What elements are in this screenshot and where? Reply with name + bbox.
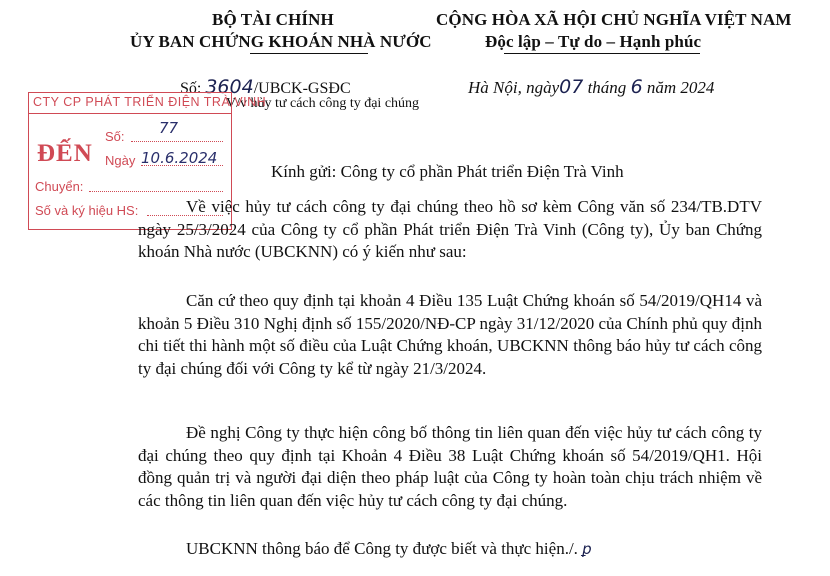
- body-paragraph-1: Về việc hủy tư cách công ty đại chúng theo hồ sơ kèm Công văn số 234/TB.DTV ngày 25/3/2024 của Công ty cổ phần Phát triển Điện Trà Vinh (Công ty), Ủy ban Chứng khoán Nhà nước (UBCKNN) có ý kiến như sau:: [138, 197, 762, 261]
- stamp-chuyen-label: Chuyển:: [35, 179, 84, 194]
- month-label: tháng: [587, 78, 627, 97]
- stamp-company: CTY CP PHÁT TRIỂN ĐIỆN TRÀ VINH: [33, 95, 267, 109]
- agency-underline: [250, 53, 368, 54]
- agency-ministry: BỘ TÀI CHÍNH: [212, 10, 334, 29]
- closing-text: UBCKNN thông báo để Công ty được biết và thực hiện./.: [186, 539, 578, 558]
- stamp-title: ĐẾN: [37, 140, 93, 167]
- national-title: CỘNG HÒA XÃ HỘI CHỦ NGHĨA VIỆT NAM: [436, 10, 792, 29]
- stamp-chuyen-line: [89, 191, 223, 192]
- agency-committee: ỦY BAN CHỨNG KHOÁN NHÀ NƯỚC: [130, 32, 432, 51]
- date-year: năm 2024: [646, 78, 715, 97]
- document-subject: V/v hủy tư cách công ty đại chúng: [226, 96, 420, 111]
- stamp-ngay-value: 10.6.2024: [141, 149, 218, 167]
- body-paragraph-3: Đề nghị Công ty thực hiện công bố thông tin liên quan đến việc hủy tư cách công ty đại chúng theo quy định tại Khoản 4 Điều 38 Luật Chứng khoán số 54/2019/QH1. Hội đồng quản trị và người đại diện theo pháp luật của Công ty hoàn toàn chịu trách nhiệm về các thông tin liên quan đến việc hủy tư cách công ty đại chúng.: [138, 423, 762, 510]
- stamp-sohieu-label: Số và ký hiệu HS:: [35, 203, 139, 218]
- stamp-so-label: Số:: [105, 129, 125, 144]
- initial-mark: ꝑ: [582, 540, 592, 558]
- stamp-so-value: 77: [159, 119, 179, 137]
- doc-number-handwritten: 3604: [205, 76, 254, 98]
- doc-number-suffix: /UBCK-GSĐC: [253, 80, 351, 97]
- stamp-ngay-label: Ngày: [105, 153, 136, 168]
- stamp-divider: [29, 113, 231, 114]
- motto-underline: [504, 53, 700, 54]
- body-paragraph-2: Căn cứ theo quy định tại khoản 4 Điều 135 Luật Chứng khoán số 54/2019/QH14 và khoản 5 Điều 310 Nghị định số 155/2020/NĐ-CP ngày 31/12/2020 của Chính phủ quy định chi tiết thi hành một số điều của Luật Chứng khoán, UBCKNN thông báo hủy tư cách công ty đại chúng đối với Công ty kể từ ngày 21/3/2024.: [138, 291, 762, 378]
- doc-number-prefix: Số:: [180, 80, 202, 97]
- date-month: 6: [630, 76, 643, 98]
- national-motto: Độc lập – Tự do – Hạnh phúc: [485, 32, 702, 51]
- stamp-so-line: [131, 141, 223, 142]
- body-paragraph-4: [138, 538, 762, 561]
- place-prefix: Hà Nội, ngày: [468, 78, 560, 97]
- date-day: 07: [559, 76, 584, 98]
- place-date: [468, 76, 714, 98]
- recipient-line: Kính gửi: Công ty cổ phần Phát triển Điện Trà Vinh: [271, 162, 624, 181]
